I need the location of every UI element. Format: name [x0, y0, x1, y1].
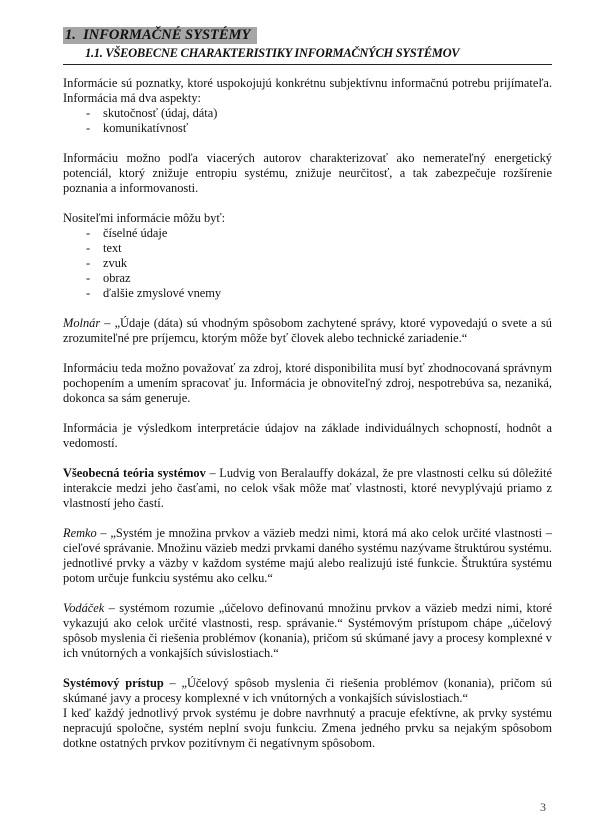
list-item: - číselné údaje — [63, 226, 552, 241]
paragraph-vodacek — [63, 601, 552, 661]
term-text: – „Účelový spôsob myslenia či riešenia problémov (konania), pričom sú skúmané javy a procesy komplexné v ich vnútorných a vonkajších súvislostiach.“ — [63, 676, 552, 705]
heading-underline — [63, 64, 552, 65]
page-number: 3 — [540, 800, 546, 814]
paragraph-system-approach — [63, 676, 552, 706]
quote-text: – „Systém je množina prvkov a väzieb medzi nimi, ktorá má ako celok určité vlastnosti – cieľové správanie. Množinu väzieb medzi prvkami daného systému nazývame štruktúrou systému. jednotlivé prvky a väzby v každom systéme majú alebo realizujú isté funkcie. Štruktúra systému potom určuje funkciu systému ako celku.“ — [63, 526, 552, 585]
term-label: Všeobecná teória systémov — [63, 466, 206, 480]
quote-text: – systémom rozumie „účelovo definovanú množinu prvkov a väzieb medzi nimi, ktoré vykazujú ako celok určité vlastnosti, resp. správanie.“ Systémovým prístupom chápe „účelový spôsob myslenia či riešenia problémov (konania), pričom sú skúmané javy a procesy komplexné v ich vnútorných a vonkajších súvislostiach.“ — [63, 601, 552, 660]
chapter-title: INFORMAČNÉ SYSTÉMY — [83, 27, 251, 43]
paragraph-information-definition: Informácie sú poznatky, ktoré uspokojujú konkrétnu subjektívnu informačnú potrebu prijímateľa. Informácia má dva aspekty: — [63, 76, 552, 105]
section-title: VŠEOBECNE CHARAKTERISTIKY INFORMAČNÝCH SYSTÉMOV — [105, 46, 460, 60]
paragraph-remko — [63, 526, 552, 586]
list-item: - komunikatívnosť — [63, 121, 552, 136]
paragraph-elements-cooperation: I keď každý jednotlivý prvok systému je dobre navrhnutý a pracuje efektívne, ak prvky systému nepracujú spoločne, systém neplní svoju funkciu. Zmena jedného prvku sa nejakým spôsobom dotkne ostatných prvkov pozitívnym či negatívnym spôsobom. — [63, 706, 552, 750]
list-item: - zvuk — [63, 256, 552, 271]
paragraph-interpretation: Informácia je výsledkom interpretácie údajov na základe individuálnych schopností, hodnôt a vedomostí. — [63, 421, 552, 450]
aspects-list — [63, 106, 552, 136]
author-name: Molnár — [63, 316, 101, 330]
list-item: - obraz — [63, 271, 552, 286]
paragraph-carriers-intro: Nositeľmi informácie môžu byť: — [63, 211, 226, 225]
paragraph-general-systems-theory — [63, 466, 552, 511]
term-label: Systémový prístup — [63, 676, 164, 690]
paragraph-molnar — [63, 316, 552, 346]
carriers-list — [63, 226, 552, 301]
list-item: - ďalšie zmyslové vnemy — [63, 286, 552, 301]
section-number: 1.1. — [85, 46, 103, 60]
paragraph-energy-potential: Informáciu možno podľa viacerých autorov charakterizovať ako nemerateľný energetický potenciál, ktorý znižuje entropiu systému, znižuje neurčitosť, a tak zabezpečuje rozšírenie poznania a informovanosti. — [63, 151, 552, 195]
term-text: – Ludvig von Beralauffy dokázal, že pre vlastnosti celku sú dôležité interakcie medzi jeho časťami, no celok však môže mať vlastnosti, ktoré nevyplývajú priamo z vlastností jeho častí. — [63, 466, 552, 510]
document-body — [63, 76, 552, 751]
paragraph-resource: Informáciu teda možno považovať za zdroj, ktoré disponibilita musí byť zhodnocovaná správnym pochopením a umením spracovať ju. Informácia je obnoviteľný zdroj, nespotrebúva sa, nezaniká, dokonca sa sám generuje. — [63, 361, 552, 405]
author-name: Vodáček — [63, 601, 105, 615]
list-item: - skutočnosť (údaj, dáta) — [63, 106, 552, 121]
author-name: Remko — [63, 526, 97, 540]
chapter-number: 1. — [65, 27, 76, 43]
chapter-heading — [63, 27, 257, 44]
section-heading — [85, 46, 459, 61]
list-item: - text — [63, 241, 552, 256]
quote-text: – „Údaje (dáta) sú vhodným spôsobom zachytené správy, ktoré vypovedajú o svete a sú zrozumiteľné pre príjemcu, ktorým môže byť človek alebo technické zariadenie.“ — [63, 316, 552, 345]
